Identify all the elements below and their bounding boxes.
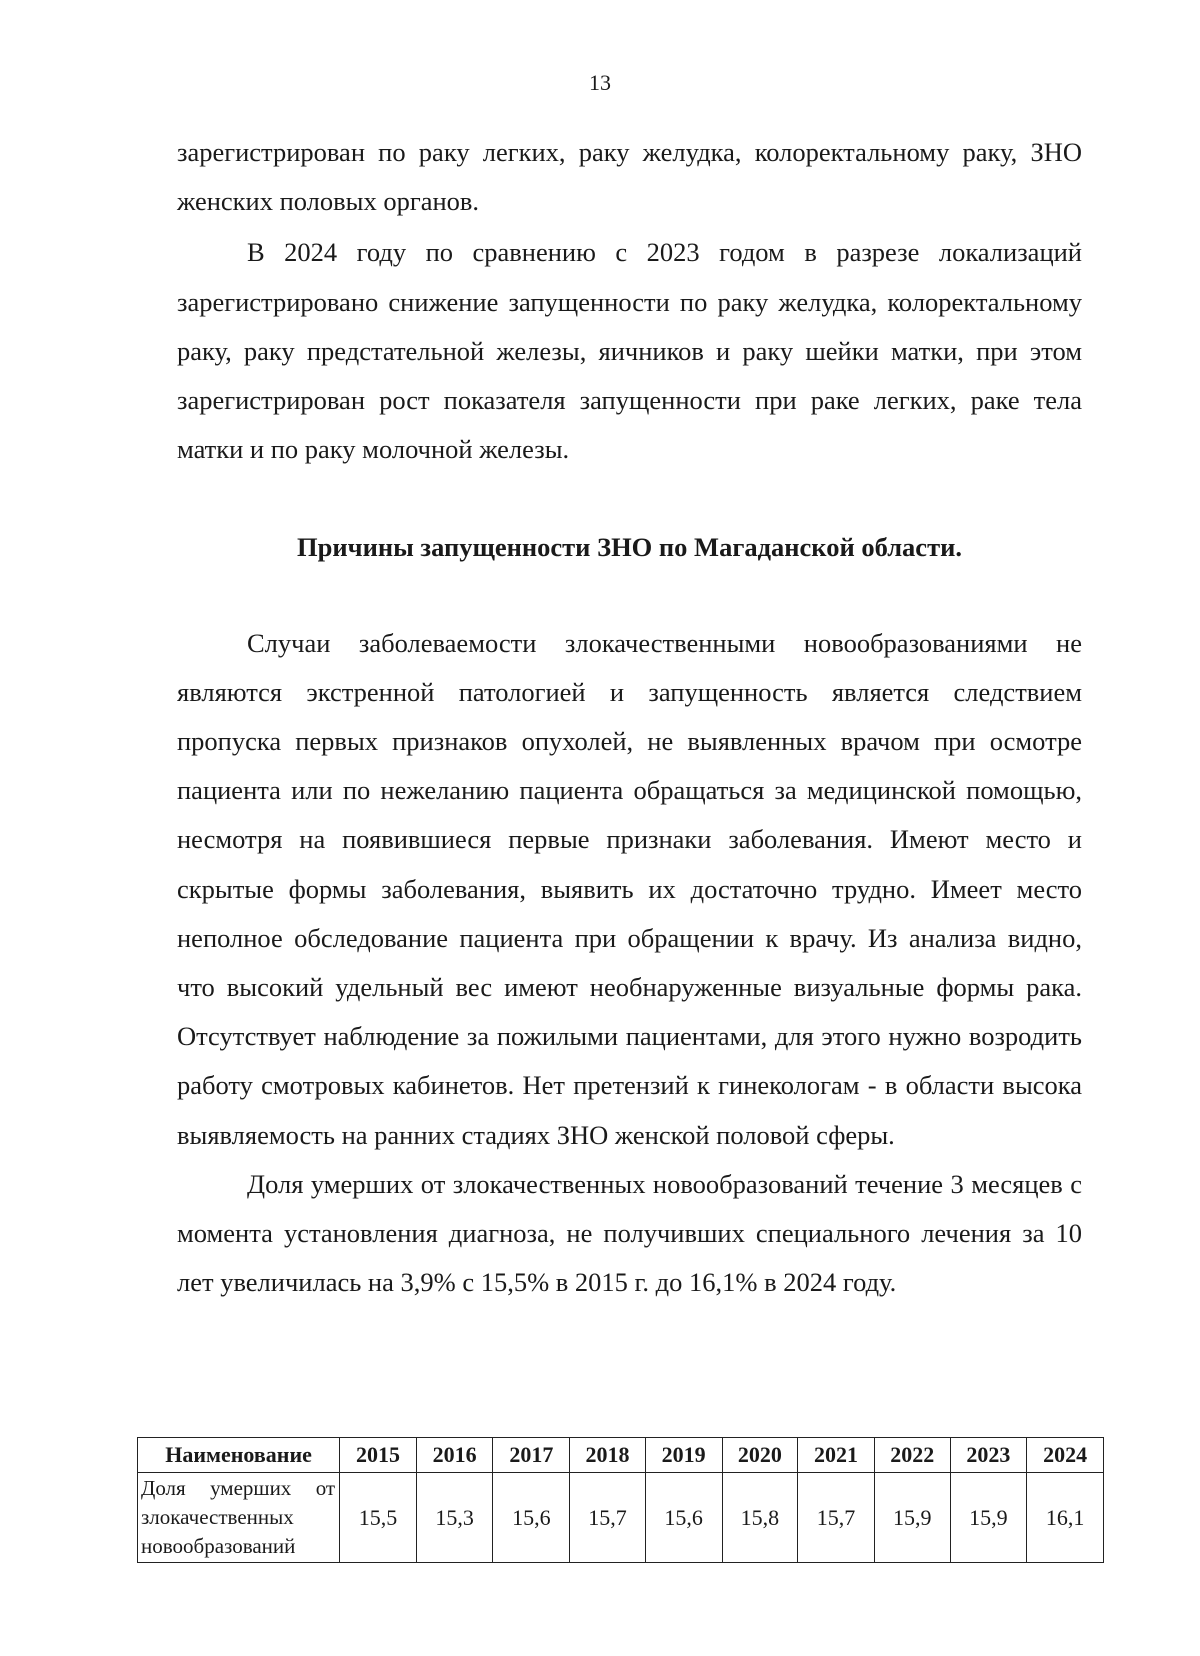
- value-cell: 16,1: [1027, 1473, 1104, 1563]
- header-cell-year: 2020: [722, 1438, 798, 1473]
- paragraph: Случаи заболеваемости злокачественными новообразованиями не являются экстренной патологией и запущенность является следствием пропуска первых признаков опухолей, не выявленных врачом при осмотре пациента или по нежеланию пациента обращаться за медицинской помощью, несмотря на появившиеся первые признаки заболевания. Имеют место и скрытые формы заболевания, выявить их достаточно трудно. Имеет место неполное обследование пациента при обращении к врачу. Из анализа видно, что высокий удельный вес имеют необнаруженные визуальные формы рака. Отсутствует наблюдение за пожилыми пациентами, для этого нужно возродить работу смотровых кабинетов. Нет претензий к гинекологам - в области высока выявляемость на ранних стадиях ЗНО женской половой сферы.: [177, 627, 1082, 1150]
- row-name-line: злокачественных: [141, 1505, 294, 1529]
- table-header-row: [138, 1438, 1104, 1473]
- header-cell-year: 2023: [950, 1438, 1027, 1473]
- value-cell: 15,7: [798, 1473, 875, 1563]
- header-cell-year: 2022: [874, 1438, 950, 1473]
- section-heading: Причины запущенности ЗНО по Магаданской области.: [297, 532, 962, 563]
- paragraph: Доля умерших от злокачественных новообразований течение 3 месяцев с момента установления диагноза, не получивших специального лечения за 10 лет увеличилась на 3,9% с 15,5% в 2015 г. до 16,1% в 2024 году.: [177, 1168, 1082, 1298]
- value-cell: 15,6: [645, 1473, 722, 1563]
- paragraph: В 2024 году по сравнению с 2023 годом в разрезе локализаций зарегистрировано снижение запущенности по раку желудка, колоректальному раку, раку предстательной железы, яичников и раку шейки матки, при этом зарегистрирован рост показателя запущенности при раке легких, раке тела матки и по раку молочной железы.: [177, 237, 1082, 465]
- value-cell: 15,5: [340, 1473, 417, 1563]
- header-cell-year: 2018: [570, 1438, 646, 1473]
- row-name-line: Доля умерших от: [141, 1476, 336, 1500]
- header-cell-year: 2017: [493, 1438, 570, 1473]
- header-cell-year: 2015: [340, 1438, 417, 1473]
- header-cell-year: 2016: [416, 1438, 493, 1473]
- value-cell: 15,7: [570, 1473, 646, 1563]
- mortality-table: [137, 1437, 1104, 1563]
- header-cell-year: 2019: [645, 1438, 722, 1473]
- value-cell: 15,9: [874, 1473, 950, 1563]
- row-name-cell: [138, 1473, 340, 1563]
- document-body: [177, 128, 1082, 1307]
- value-cell: 15,3: [416, 1473, 493, 1563]
- row-name-line: новообразований: [141, 1534, 296, 1558]
- table-row: [138, 1473, 1104, 1563]
- value-cell: 15,6: [493, 1473, 570, 1563]
- value-cell: 15,9: [950, 1473, 1027, 1563]
- page-number: 13: [589, 70, 611, 95]
- value-cell: 15,8: [722, 1473, 798, 1563]
- header-cell-year: 2021: [798, 1438, 875, 1473]
- paragraph: зарегистрирован по раку легких, раку желудка, колоректальному раку, ЗНО женских половых органов.: [177, 137, 1082, 217]
- header-cell-name: Наименование: [138, 1438, 340, 1473]
- header-cell-year: 2024: [1027, 1438, 1104, 1473]
